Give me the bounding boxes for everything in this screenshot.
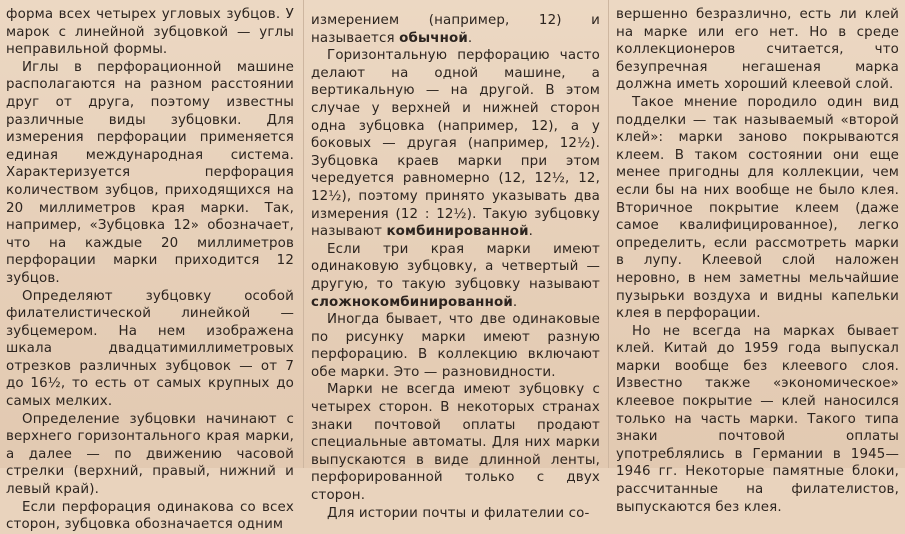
paragraph xyxy=(311,12,600,47)
paragraph: Определение зубцовки начинают с верхнего горизонтального края марки, а далее — по движению часовой стрелки (верхний, правый, нижний и левый край). xyxy=(6,411,294,498)
text-column-3 xyxy=(616,6,899,515)
paragraph: Определяют зубцовку особой филателистической линейкой — зубцемером. На нем изображена шкала двадцатимиллиметровых отрезков различных зубцовок — от 7 до 16½, то есть от самых крупных до самых мелких. xyxy=(6,288,294,410)
paragraph xyxy=(311,47,600,241)
text-run: . xyxy=(528,224,534,240)
paragraph: Если перфорация одинакова со всех сторон, зубцовка обозначается одним xyxy=(6,499,294,533)
paragraph: вершенно безразлично, есть ли клей на марке или его нет. Но в среде коллекционеров считается, что безупречная негашеная марка должна иметь хороший клеевой слой. xyxy=(616,7,899,93)
text-column-2 xyxy=(311,12,600,521)
term-slozhnokombinirovannaya: сложнокомбинированной xyxy=(311,294,513,310)
paragraph xyxy=(311,241,600,311)
paragraph: Иногда бывает, что две одинаковые по рисунку марки имеют разную перфорацию. В коллекцию включают обе марки. Это — разновидности. xyxy=(311,312,600,380)
column-divider xyxy=(608,0,609,468)
column-divider xyxy=(303,0,304,468)
text-run: Горизонтальную перфорацию часто делают на одной машине, а вертикальную — на другой. В этом случае у верхней и нижней сторон одна зубцовка (например, 12), а у боковых — другая (например, 12½). Зубцовка краев марки при этом чередуется равномерно (12, 12½, 12, 12½), поэтому принято указывать два измерения (12 : 12½). Такую зубцовку называют xyxy=(311,48,600,240)
text-run: измерением (например, 12) и называется xyxy=(311,13,600,46)
paragraph: Иглы в перфорационной машине располагаются на разном расстоянии друг от друга, поэтому известны различные виды зубцовки. Для измерения перфорации применяется единая международная система. Характеризуется перфорация количеством зубцов, приходящихся на 20 миллиметров края марки. Так, например, «Зубцовка 12» обозначает, что на каждые 20 миллиметров перфорации марки приходится 12 зубцов. xyxy=(6,59,294,286)
paragraph: Но не всегда на марках бывает клей. Китай до 1959 года выпускал марки вообще без клеевого слоя. Известно также «экономическое» клеевое покрытие — клей наносился только на часть марки. Такого типа знаки почтовой оплаты употреблялись в Германии в 1945—1946 гг. Некоторые памятные блоки, рассчитанные на филателистов, выпускаются без клея. xyxy=(616,323,899,515)
paragraph: Для истории почты и филателии со- xyxy=(327,505,590,521)
paragraph: Марки не всегда имеют зубцовку с четырех сторон. В некоторых странах знаки почтовой оплаты продают специальные автоматы. Для них марки выпускаются в виде длинной ленты, перфорированной только с двух сторон. xyxy=(311,382,600,504)
text-run: . xyxy=(467,30,473,46)
text-run: Если три края марки имеют одинаковую зубцовку, а четвертый — другую, то такую зубцовку называют xyxy=(311,241,600,292)
term-kombinirovannaya: комбинированной xyxy=(386,224,529,240)
text-run: . xyxy=(512,294,518,310)
paragraph: Такое мнение породило один вид подделки — так называемый «второй клей»: марки заново покрываются клеем. В таком состоянии они еще менее пригодны для коллекции, чем если бы на них вообще не было клея. Вторичное покрытие клеем (даже самое квалифицированное), легко определить, если рассмотреть марки в лупу. Клеевой слой наложен неровно, в нем заметны мельчайшие пузырьки воздуха и видны капельки клея в перфорации. xyxy=(616,94,899,322)
term-obychnaya: обычной xyxy=(399,30,468,46)
text-column-1 xyxy=(6,6,294,533)
paragraph: форма всех четырех угловых зубцов. У марок с линейной зубцовкой — углы неправильной формы. xyxy=(6,7,294,58)
